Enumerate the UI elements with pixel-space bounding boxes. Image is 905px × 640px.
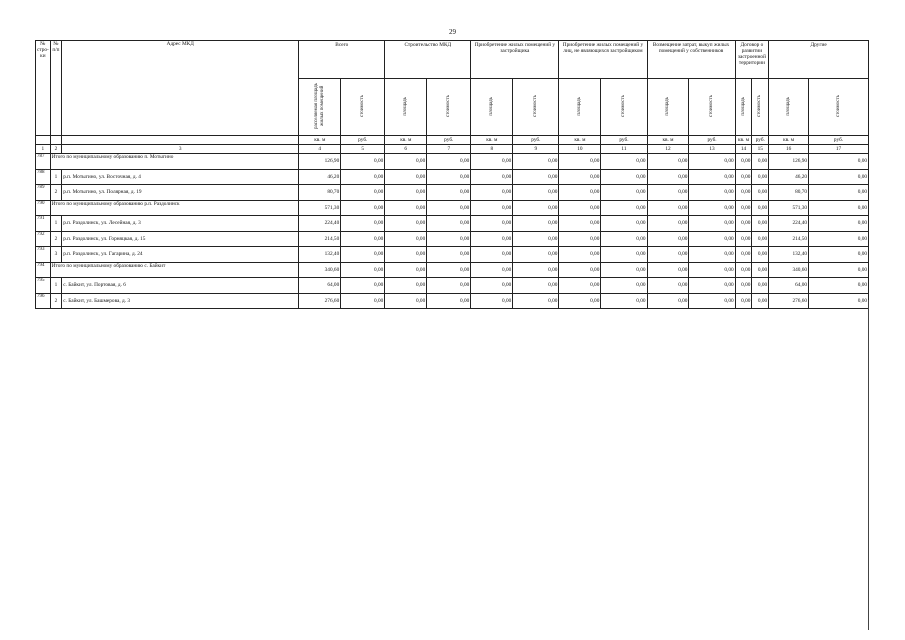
value-cell: 0,00 (513, 185, 559, 201)
unit-cost: руб. (427, 136, 471, 145)
value-cell: 0,00 (341, 262, 385, 278)
value-cell: 0,00 (341, 216, 385, 232)
value-cell: 276,60 (299, 293, 341, 309)
header-group-other: Другие (769, 41, 869, 79)
unit-cost: руб. (341, 136, 385, 145)
column-number: 16 (769, 145, 809, 154)
address-cell: р.п. Мотыгино, ул. Полярная, д. 19 (62, 185, 299, 201)
value-cell: 0,00 (385, 293, 427, 309)
value-cell: 0,00 (601, 231, 647, 247)
value-cell: 0,00 (427, 293, 471, 309)
column-number: 10 (559, 145, 601, 154)
table-row (36, 262, 869, 278)
value-cell: 126,90 (299, 154, 341, 170)
value-cell: 0,00 (427, 216, 471, 232)
column-number: 17 (809, 145, 869, 154)
value-cell: 0,00 (752, 169, 769, 185)
column-number: 4 (299, 145, 341, 154)
value-cell: 132,40 (769, 247, 809, 263)
address-cell: с. Байкит, ул. Башмерова, д. 3 (62, 293, 299, 309)
column-number: 12 (647, 145, 689, 154)
address-cell: Итого по муниципальному образованию п. Мотыгино (50, 154, 299, 170)
row-number-cell: 790 (36, 200, 51, 216)
value-cell: 0,00 (471, 200, 513, 216)
value-cell: 0,00 (559, 247, 601, 263)
column-number: 8 (471, 145, 513, 154)
unit-area: кв. м (647, 136, 689, 145)
value-cell: 0,00 (471, 185, 513, 201)
value-cell: 0,00 (735, 262, 752, 278)
value-cell: 0,00 (559, 185, 601, 201)
value-cell: 0,00 (341, 169, 385, 185)
table-row (36, 154, 869, 170)
pp-cell: 2 (50, 185, 62, 201)
value-cell: 0,00 (559, 154, 601, 170)
value-cell: 0,00 (647, 154, 689, 170)
sub-header-area: площадь (735, 79, 752, 136)
sub-header-cost: стоимость (601, 79, 647, 136)
header-pp: № п/п (50, 41, 62, 136)
value-cell: 0,00 (385, 231, 427, 247)
table-row (36, 278, 869, 294)
column-number: 1 (36, 145, 51, 154)
value-cell: 0,00 (809, 154, 869, 170)
column-number: 6 (385, 145, 427, 154)
address-cell: с. Байкит, ул. Портовая, д. 6 (62, 278, 299, 294)
row-number-cell: 793 (36, 247, 51, 263)
table-row (36, 200, 869, 216)
pp-cell: 2 (50, 231, 62, 247)
value-cell: 571,30 (299, 200, 341, 216)
value-cell: 0,00 (735, 200, 752, 216)
value-cell: 0,00 (427, 262, 471, 278)
value-cell: 0,00 (427, 169, 471, 185)
table-row (36, 231, 869, 247)
value-cell: 0,00 (809, 278, 869, 294)
value-cell: 0,00 (735, 185, 752, 201)
unit-cost: руб. (752, 136, 769, 145)
value-cell: 214,50 (769, 231, 809, 247)
value-cell: 64,00 (299, 278, 341, 294)
value-cell: 0,00 (427, 154, 471, 170)
value-cell: 0,00 (689, 200, 735, 216)
value-cell: 0,00 (471, 293, 513, 309)
table-row (36, 185, 869, 201)
column-number: 3 (62, 145, 299, 154)
address-cell: р.п. Раздолинск, ул. Гагарина, д. 24 (62, 247, 299, 263)
sub-header-area: площадь (385, 79, 427, 136)
value-cell: 0,00 (735, 169, 752, 185)
value-cell: 0,00 (601, 278, 647, 294)
value-cell: 0,00 (513, 293, 559, 309)
sub-header-cost: стоимость (341, 79, 385, 136)
margin-rule (868, 300, 869, 630)
value-cell: 0,00 (559, 231, 601, 247)
value-cell: 0,00 (601, 200, 647, 216)
value-cell: 0,00 (809, 200, 869, 216)
value-cell: 0,00 (341, 278, 385, 294)
value-cell: 0,00 (735, 216, 752, 232)
unit-empty (62, 136, 299, 145)
value-cell: 46,20 (299, 169, 341, 185)
value-cell: 224,40 (769, 216, 809, 232)
value-cell: 80,70 (769, 185, 809, 201)
value-cell: 0,00 (752, 216, 769, 232)
value-cell: 0,00 (809, 216, 869, 232)
sub-header-cost: стоимость (427, 79, 471, 136)
sub-header-cost: стоимость (809, 79, 869, 136)
value-cell: 0,00 (559, 262, 601, 278)
header-group-total: Всего (299, 41, 385, 79)
column-number: 7 (427, 145, 471, 154)
pp-cell: 1 (50, 278, 62, 294)
value-cell: 0,00 (735, 278, 752, 294)
value-cell: 0,00 (559, 200, 601, 216)
value-cell: 0,00 (689, 185, 735, 201)
table-row (36, 293, 869, 309)
value-cell: 0,00 (752, 262, 769, 278)
sub-header-area: площадь (471, 79, 513, 136)
value-cell: 0,00 (601, 247, 647, 263)
value-cell: 0,00 (513, 278, 559, 294)
unit-area: кв. м (471, 136, 513, 145)
value-cell: 0,00 (513, 169, 559, 185)
value-cell: 224,40 (299, 216, 341, 232)
unit-area: кв. м (299, 136, 341, 145)
sub-header-cost: стоимость (513, 79, 559, 136)
table-body (36, 154, 869, 309)
unit-area: кв. м (735, 136, 752, 145)
value-cell: 0,00 (809, 231, 869, 247)
value-cell: 0,00 (471, 247, 513, 263)
value-cell: 0,00 (385, 278, 427, 294)
header-group-purchase-developer: Приобретение жилых помещений у застройщика (471, 41, 559, 79)
value-cell: 0,00 (341, 200, 385, 216)
sub-header-total-area: расселяемая площадь жилых помещений (299, 79, 341, 136)
value-cell: 0,00 (647, 262, 689, 278)
value-cell: 0,00 (752, 200, 769, 216)
value-cell: 0,00 (427, 278, 471, 294)
address-cell: р.п. Раздолинск, ул. Горняцкая, д. 15 (62, 231, 299, 247)
row-number-cell: 794 (36, 262, 51, 278)
value-cell: 0,00 (601, 216, 647, 232)
value-cell: 0,00 (689, 216, 735, 232)
pp-cell: 1 (50, 216, 62, 232)
value-cell: 0,00 (752, 231, 769, 247)
value-cell: 340,60 (299, 262, 341, 278)
table-row (36, 169, 869, 185)
value-cell: 0,00 (689, 262, 735, 278)
row-number-cell: 796 (36, 293, 51, 309)
value-cell: 0,00 (647, 293, 689, 309)
value-cell: 0,00 (809, 293, 869, 309)
table-row (36, 247, 869, 263)
value-cell: 0,00 (385, 185, 427, 201)
value-cell: 0,00 (601, 169, 647, 185)
value-cell: 0,00 (752, 278, 769, 294)
row-number-cell: 792 (36, 231, 51, 247)
value-cell: 0,00 (385, 200, 427, 216)
column-number: 5 (341, 145, 385, 154)
value-cell: 0,00 (341, 293, 385, 309)
value-cell: 0,00 (689, 247, 735, 263)
pp-cell: 2 (50, 293, 62, 309)
column-number: 9 (513, 145, 559, 154)
value-cell: 0,00 (471, 231, 513, 247)
page-number: 29 (449, 28, 456, 36)
value-cell: 0,00 (647, 231, 689, 247)
value-cell: 0,00 (427, 200, 471, 216)
value-cell: 0,00 (427, 231, 471, 247)
row-number-cell: 789 (36, 185, 51, 201)
value-cell: 0,00 (341, 231, 385, 247)
value-cell: 0,00 (385, 262, 427, 278)
column-number: 14 (735, 145, 752, 154)
value-cell: 80,70 (299, 185, 341, 201)
value-cell: 0,00 (471, 262, 513, 278)
value-cell: 0,00 (647, 247, 689, 263)
row-number-cell: 787 (36, 154, 51, 170)
value-cell: 0,00 (513, 216, 559, 232)
value-cell: 0,00 (427, 247, 471, 263)
value-cell: 0,00 (647, 200, 689, 216)
value-cell: 0,00 (559, 293, 601, 309)
value-cell: 64,00 (769, 278, 809, 294)
header-group-row (36, 41, 869, 79)
value-cell: 0,00 (471, 169, 513, 185)
address-cell: Итого по муниципальному образованию с. Байкит (50, 262, 299, 278)
value-cell: 0,00 (513, 200, 559, 216)
unit-area: кв. м (769, 136, 809, 145)
header-group-purchase-non-developer: Приобретение жилых помещений у лиц, не являющихся застройщиком (559, 41, 647, 79)
unit-cost: руб. (809, 136, 869, 145)
value-cell: 276,60 (769, 293, 809, 309)
header-group-compensation: Возмещение затрат, выкуп жилых помещений у собственников (647, 41, 735, 79)
sub-header-area: площадь (647, 79, 689, 136)
column-number: 11 (601, 145, 647, 154)
column-numbers-row (36, 145, 869, 154)
value-cell: 0,00 (341, 247, 385, 263)
value-cell: 0,00 (735, 247, 752, 263)
value-cell: 0,00 (427, 185, 471, 201)
row-number-cell: 788 (36, 169, 51, 185)
pp-cell: 1 (50, 169, 62, 185)
address-cell: Итого по муниципальному образованию р.п. Раздолинск (50, 200, 299, 216)
value-cell: 0,00 (647, 278, 689, 294)
value-cell: 0,00 (559, 169, 601, 185)
value-cell: 0,00 (735, 293, 752, 309)
value-cell: 0,00 (689, 231, 735, 247)
value-cell: 0,00 (647, 216, 689, 232)
value-cell: 0,00 (471, 154, 513, 170)
value-cell: 0,00 (809, 262, 869, 278)
value-cell: 0,00 (513, 154, 559, 170)
value-cell: 0,00 (809, 185, 869, 201)
value-cell: 0,00 (559, 278, 601, 294)
pp-cell: 3 (50, 247, 62, 263)
unit-empty (36, 136, 51, 145)
value-cell: 0,00 (513, 262, 559, 278)
value-cell: 0,00 (385, 154, 427, 170)
value-cell: 0,00 (752, 293, 769, 309)
value-cell: 0,00 (341, 185, 385, 201)
sub-header-cost: стоимость (689, 79, 735, 136)
sub-header-area: площадь (769, 79, 809, 136)
value-cell: 0,00 (513, 247, 559, 263)
value-cell: 126,90 (769, 154, 809, 170)
column-number: 15 (752, 145, 769, 154)
value-cell: 0,00 (809, 247, 869, 263)
value-cell: 0,00 (735, 231, 752, 247)
value-cell: 0,00 (689, 278, 735, 294)
value-cell: 0,00 (647, 169, 689, 185)
value-cell: 0,00 (752, 154, 769, 170)
value-cell: 0,00 (601, 185, 647, 201)
unit-area: кв. м (385, 136, 427, 145)
value-cell: 0,00 (752, 185, 769, 201)
header-address: Адрес МКД (62, 41, 299, 136)
table-row (36, 216, 869, 232)
value-cell: 571,30 (769, 200, 809, 216)
value-cell: 0,00 (385, 216, 427, 232)
unit-cost: руб. (513, 136, 559, 145)
address-cell: р.п. Мотыгино, ул. Восточная, д. 4 (62, 169, 299, 185)
value-cell: 0,00 (513, 231, 559, 247)
unit-cost: руб. (689, 136, 735, 145)
value-cell: 0,00 (341, 154, 385, 170)
value-cell: 214,50 (299, 231, 341, 247)
value-cell: 0,00 (385, 247, 427, 263)
sub-header-area: площадь (559, 79, 601, 136)
value-cell: 0,00 (559, 216, 601, 232)
value-cell: 0,00 (385, 169, 427, 185)
row-number-cell: 795 (36, 278, 51, 294)
value-cell: 0,00 (601, 293, 647, 309)
unit-area: кв. м (559, 136, 601, 145)
value-cell: 0,00 (471, 278, 513, 294)
column-number: 13 (689, 145, 735, 154)
value-cell: 0,00 (689, 293, 735, 309)
header-row-number: № стро-ки (36, 41, 51, 136)
value-cell: 0,00 (689, 169, 735, 185)
row-number-cell: 791 (36, 216, 51, 232)
value-cell: 0,00 (689, 154, 735, 170)
address-cell: р.п. Раздолинск, ул. Лесейная, д. 3 (62, 216, 299, 232)
value-cell: 0,00 (471, 216, 513, 232)
value-cell: 340,60 (769, 262, 809, 278)
value-cell: 0,00 (809, 169, 869, 185)
value-cell: 46,20 (769, 169, 809, 185)
unit-empty (50, 136, 62, 145)
value-cell: 0,00 (735, 154, 752, 170)
value-cell: 132,40 (299, 247, 341, 263)
value-cell: 0,00 (601, 154, 647, 170)
value-cell: 0,00 (601, 262, 647, 278)
resettlement-table (35, 40, 869, 309)
header-group-construction: Строительство МКД (385, 41, 471, 79)
header-group-development-contract: Договор о развитии застроенной территории (735, 41, 769, 79)
column-number: 2 (50, 145, 62, 154)
unit-cost: руб. (601, 136, 647, 145)
value-cell: 0,00 (752, 247, 769, 263)
sub-header-cost: стоимость (752, 79, 769, 136)
value-cell: 0,00 (647, 185, 689, 201)
units-row (36, 136, 869, 145)
